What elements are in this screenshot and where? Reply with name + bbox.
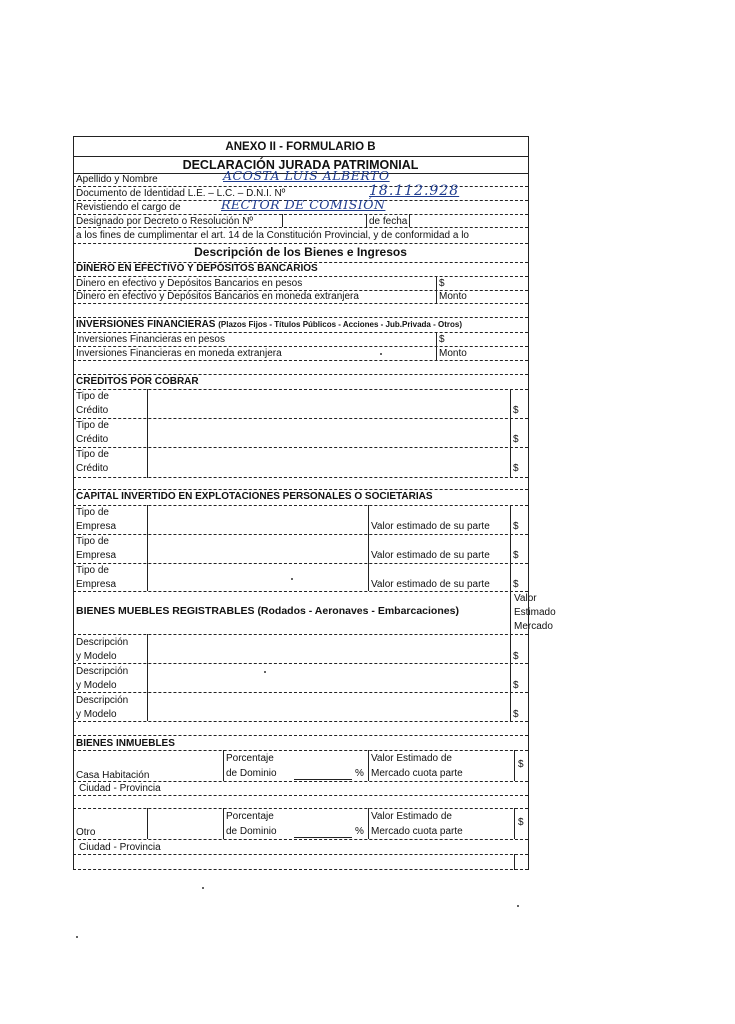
description-label-2: y Modelo [76,680,117,691]
credit-type-label-2: Crédito [76,405,109,416]
document-field[interactable]: 18.112.928 [369,183,460,199]
divider [73,332,528,333]
company-type-label-2: Empresa [76,550,117,561]
decree-label: Designado por Decreto o Resolución Nº [76,216,254,227]
scan-speck [517,905,519,907]
description-label-2: y Modelo [76,709,117,720]
investments-pesos-currency[interactable]: $ [439,334,445,345]
divider [366,214,367,227]
divider [73,692,528,693]
market-value-label-3: Mercado [514,621,553,632]
purpose-text: a los fines de cumplimentar el art. 14 de la Constitución Provincial, y de conformidad a lo [76,230,469,241]
divider [514,750,515,781]
estimated-value-label: Valor estimado de su parte [371,550,490,561]
divider [368,808,369,839]
estimated-value-label: Valor estimado de su parte [371,579,490,590]
credit-type-label-1: Tipo de [76,449,109,460]
divider [73,156,528,157]
investments-header-detail: (Plazos Fijos - Títulos Públicos - Acciones - Jub.Privada - Otros) [218,320,462,329]
description-label-1: Descripción [76,666,129,677]
divider [73,505,528,506]
divider [73,389,528,390]
capital-currency: $ [513,521,519,532]
market-value-label-2: Mercado cuota parte [371,768,463,779]
credit-type-label-1: Tipo de [76,391,109,402]
credits-section-header: CREDITOS POR COBRAR [76,376,199,387]
divider [73,854,528,855]
capital-section-header: CAPITAL INVERTIDO EN EXPLOTACIONES PERSONALES O SOCIETARIAS [76,491,433,502]
market-value-label-1: Valor Estimado de [371,753,452,764]
patrimonial-declaration-form [73,136,556,870]
divider [73,591,528,592]
divider [73,243,528,244]
divider [510,591,511,634]
divider [368,750,369,781]
divider [73,563,528,564]
divider [73,276,528,277]
other-currency[interactable]: $ [518,817,524,828]
percent-sign: % [355,826,364,837]
divider [147,808,148,839]
divider [73,839,528,840]
divider [73,489,528,490]
divider [73,534,528,535]
cargo-field[interactable]: RECTOR DE COMISIÓN [221,197,386,212]
movables-section-header: BIENES MUEBLES REGISTRABLES (Rodados - Aeronaves - Embarcaciones) [76,605,459,617]
divider [73,418,528,419]
house-city-label: Ciudad - Provincia [79,783,161,794]
capital-currency: $ [513,550,519,561]
movable-currency: $ [513,709,519,720]
credit-currency: $ [513,434,519,445]
date-field[interactable] [409,214,410,227]
company-type-label-2: Empresa [76,521,117,532]
realestate-section-header: BIENES INMUEBLES [76,738,175,749]
description-label-1: Descripción [76,637,129,648]
divider [73,374,528,375]
divider [223,750,224,781]
divider [514,854,515,870]
scan-speck [380,353,382,355]
name-label: Apellido y Nombre [76,174,158,185]
name-field[interactable]: ACOSTA LUIS ALBERTO [223,168,390,183]
divider [223,808,224,839]
form-right-border [528,136,529,870]
credit-currency: $ [513,405,519,416]
percentage-label-1: Porcentaje [226,753,274,764]
investments-header-text: INVERSIONES FINANCIERAS [76,319,216,330]
divider [514,808,515,839]
house-currency[interactable]: $ [518,759,524,770]
company-type-label-1: Tipo de [76,507,109,518]
divider [73,735,528,736]
estimated-value-label: Valor estimado de su parte [371,521,490,532]
market-value-label-1: Valor Estimado de [371,811,452,822]
company-type-label-1: Tipo de [76,536,109,547]
form-top-border [73,136,528,137]
divider [73,663,528,664]
divider [368,505,369,591]
divider [147,389,148,478]
scan-speck [76,936,78,938]
capital-currency: $ [513,579,519,590]
divider [73,795,528,796]
other-percentage-field[interactable] [294,837,352,838]
company-type-label-1: Tipo de [76,565,109,576]
divider [73,360,528,361]
cash-pesos-label: Dinero en efectivo y Depósitos Bancarios en pesos [76,278,303,289]
divider [73,447,528,448]
divider [73,346,528,347]
divider [73,781,528,782]
divider [510,505,511,591]
divider [73,808,528,809]
percent-sign: % [355,768,364,779]
annex-title: ANEXO II - FORMULARIO B [225,141,376,153]
percentage-label-2: de Dominio [226,826,277,837]
divider [73,750,528,751]
divider [73,317,528,318]
market-value-label-1: Valor [514,593,537,604]
description-label-1: Descripción [76,695,129,706]
document-label: Documento de Identidad L.E. – L.C. – D.N.I. Nº [76,188,286,199]
cash-foreign-label: Dinero en efectivo y Depósitos Bancarios en moneda extranjera [76,291,359,302]
divider [147,634,148,721]
divider [510,634,511,721]
movable-currency: $ [513,680,519,691]
credit-type-label-2: Crédito [76,463,109,474]
other-city-label: Ciudad - Provincia [79,842,161,853]
credit-type-label-2: Crédito [76,434,109,445]
credit-currency: $ [513,463,519,474]
scan-speck [202,887,204,889]
cash-pesos-currency[interactable]: $ [439,278,445,289]
movable-currency: $ [513,651,519,662]
form-title: DECLARACIÓN JURADA PATRIMONIAL [182,158,419,172]
cash-foreign-amount[interactable]: Monto [439,291,467,302]
market-value-label-2: Mercado cuota parte [371,826,463,837]
investments-foreign-amount[interactable]: Monto [439,348,467,359]
cargo-label: Revistiendo el cargo de [76,202,181,213]
investments-section-header [76,319,462,330]
investments-foreign-label: Inversiones Financieras en moneda extranjera [76,348,282,359]
investments-pesos-label: Inversiones Financieras en pesos [76,334,225,345]
house-percentage-field[interactable] [294,779,352,780]
percentage-label-2: de Dominio [226,768,277,779]
house-label: Casa Habitación [76,770,150,781]
company-type-label-2: Empresa [76,579,117,590]
description-title: Descripción de los Bienes e Ingresos [194,245,407,259]
description-label-2: y Modelo [76,651,117,662]
decree-number-field[interactable] [282,214,283,227]
divider [73,869,528,870]
percentage-label-1: Porcentaje [226,811,274,822]
divider [73,214,528,215]
market-value-label-2: Estimado [514,607,556,618]
divider [73,634,528,635]
divider [73,303,528,304]
date-label: de fecha [369,216,408,227]
credit-type-label-1: Tipo de [76,420,109,431]
cash-section-header: DINERO EN EFECTIVO Y DEPÓSITOS BANCARIOS [76,263,318,274]
scan-speck [264,671,266,673]
divider [73,186,528,187]
divider [73,227,528,228]
divider [73,477,528,478]
divider [73,721,528,722]
divider [147,505,148,591]
divider [510,389,511,478]
other-label: Otro [76,827,96,838]
scan-speck [291,578,293,580]
